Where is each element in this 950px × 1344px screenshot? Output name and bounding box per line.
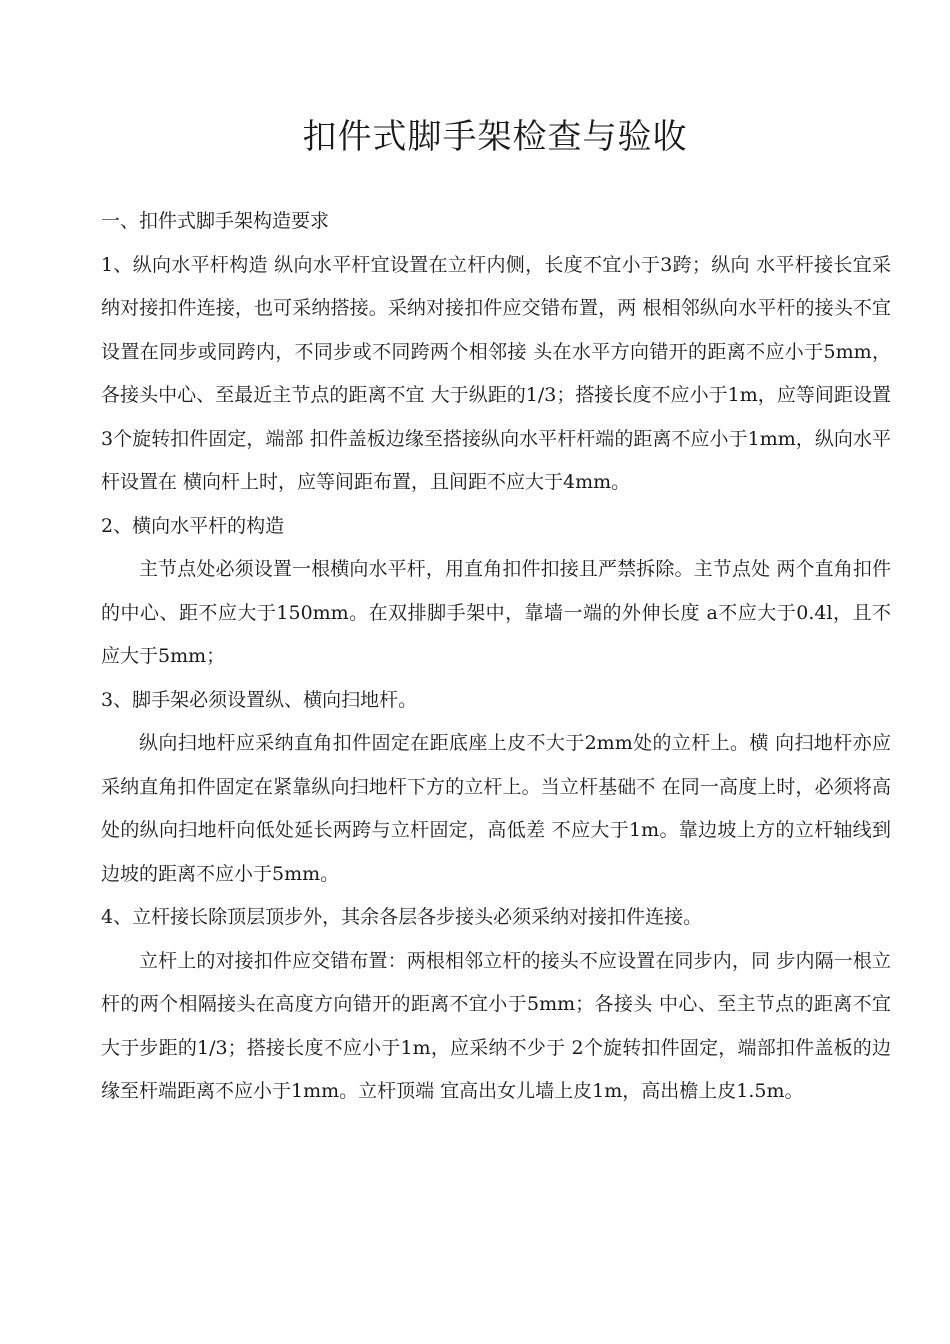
paragraph: 立杆上的对接扣件应交错布置：两根相邻立杆的接头不应设置在同步内，同 步内隔一根立杆的两个相隔接头在高度方向错开的距离不宜小于5mm；各接头 中心、至主节点的距离不宜大于步距的1/3；搭接长度不应小于1m，应采纳不少于 2个旋转扣件固定，端部扣件盖板的边缘至杆端距离不应小于1mm。立杆顶端 宜高出女儿墙上皮1m，高出檐上皮1.5m。 [101, 949, 891, 1102]
document-body [101, 200, 891, 1114]
section-heading: 一、扣件式脚手架构造要求 [101, 210, 330, 232]
paragraph: 纵向扫地杆应采纳直角扣件固定在距底座上皮不大于2mm处的立杆上。横 向扫地杆亦应采纳直角扣件固定在紧靠纵向扫地杆下方的立杆上。当立杆基础不 在同一高度上时，必须将高处的纵向扫地杆向低处延长两跨与立杆固定，高低差 不应大于1m。靠边坡上方的立杆轴线到边坡的距离不应小于5mm。 [101, 732, 891, 885]
paragraph: 1、纵向水平杆构造 纵向水平杆宜设置在立杆内侧，长度不宜小于3跨；纵向 水平杆接长宜采纳对接扣件连接，也可采纳搭接。采纳对接扣件应交错布置，两 根相邻纵向水平杆的接头不宜设置在同步或同跨内，不同步或不同跨两个相邻接 头在水平方向错开的距离不应小于5mm，各接头中心、至最近主节点的距离不宜 大于纵距的1/3；搭接长度不应小于1m，应等间距设置3个旋转扣件固定，端部 扣件盖板边缘至搭接纵向水平杆杆端的距离不应小于1mm，纵向水平杆设置在 横向杆上时，应等间距布置，且间距不应大于4mm。 [101, 253, 891, 493]
paragraph: 主节点处必须设置一根横向水平杆，用直角扣件扣接且严禁拆除。主节点处 两个直角扣件的中心、距不应大于150mm。在双排脚手架中，靠墙一端的外伸长度 a不应大于0.4l，且不应大于5mm； [101, 558, 891, 667]
section-heading: 2、横向水平杆的构造 [101, 514, 285, 537]
section-heading: 3、脚手架必须设置纵、横向扫地杆。 [101, 688, 418, 711]
page-title: 扣件式脚手架检查与验收 [302, 117, 688, 157]
section-heading: 4、立杆接长除顶层顶步外，其余各层各步接头必须采纳对接扣件连接。 [101, 906, 703, 928]
